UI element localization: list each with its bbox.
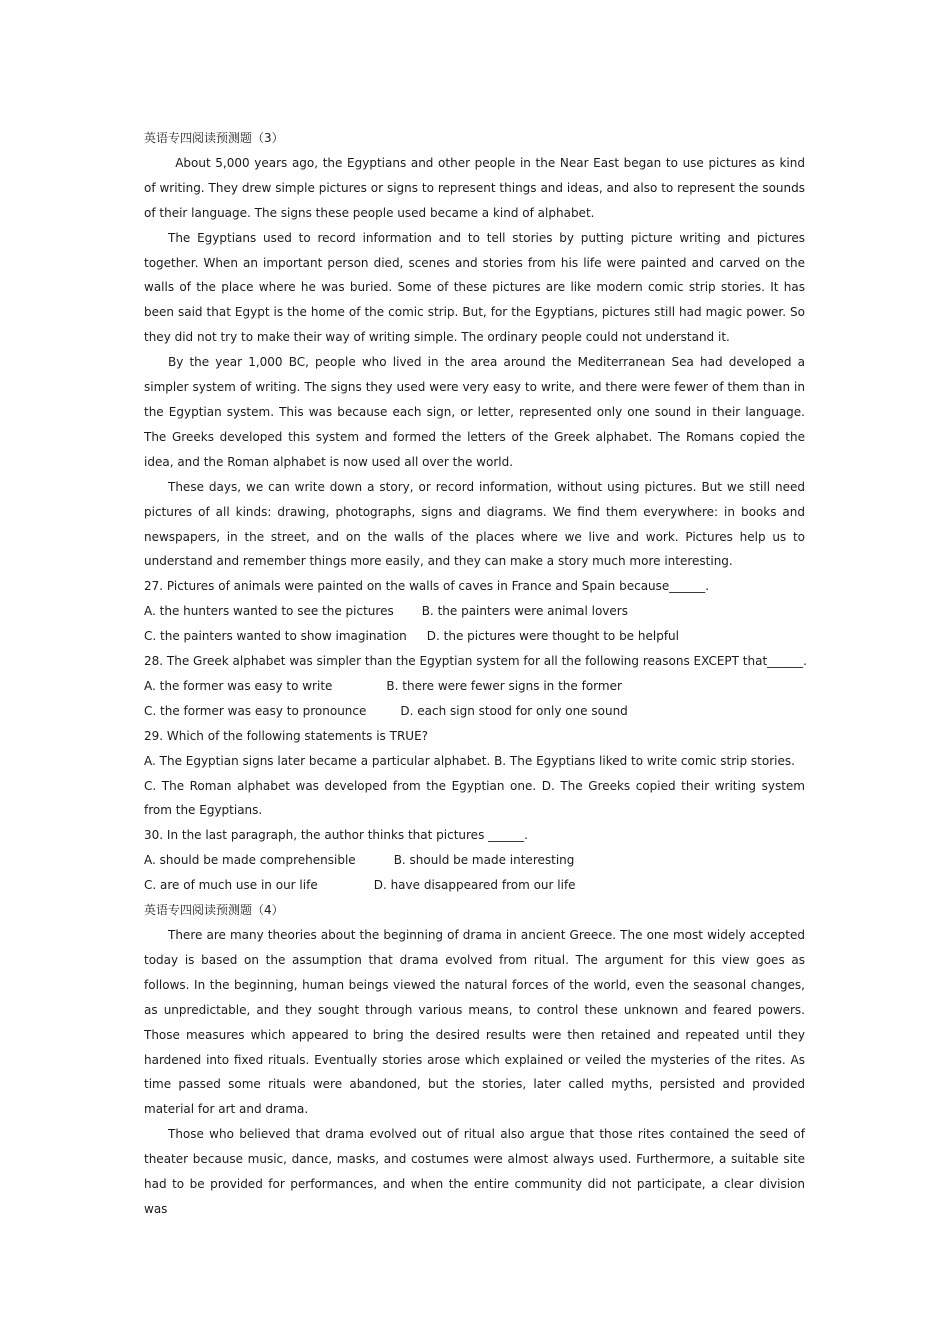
section-3-title: 英语专四阅读预测题（3） — [144, 131, 284, 145]
question-28-options-ab — [144, 674, 805, 699]
section-3-paragraph-4: These days, we can write down a story, or record information, without using pictures. But we still need pictures of all kinds: drawing, photographs, signs and diagrams. We find them everywhere: in books and newspapers, in the street, and on the walls of the places where we live and work. Pictures help us to understand and remember things more easily, and they can make a story much more interesting. — [144, 479, 805, 569]
question-30-option-b: B. should be made interesting — [393, 853, 575, 868]
question-30-option-c: C. are of much use in our life — [144, 878, 318, 893]
question-27-options-cd — [144, 624, 805, 649]
question-28-options-cd — [144, 699, 805, 724]
section-3-paragraph-2: The Egyptians used to record information and to tell stories by putting picture writing and pictures together. When an important person died, scenes and stories from his life were painted and carved on the walls of the place where he was buried. Some of these pictures are like modern comic strip stories. It has been said that Egypt is the home of the comic strip. But, for the Egyptians, pictures still had magic power. So they did not try to make their way of writing simple. The ordinary people could not understand it. — [144, 230, 805, 345]
question-30-options-cd — [144, 873, 805, 898]
section-4-paragraph-1: There are many theories about the beginning of drama in ancient Greece. The one most widely accepted today is based on the assumption that drama evolved from ritual. The argument for this view goes as follows. In the beginning, human beings viewed the natural forces of the world, even the seasonal changes, as unpredictable, and they sought through various means, to control these unknown and feared powers. Those measures which appeared to bring the desired results were then retained and repeated until they hardened into fixed rituals. Eventually stories arose which explained or veiled the mysteries of the rites. As time passed some rituals were abandoned, but the stories, later called myths, persisted and provided material for art and drama. — [144, 928, 805, 1117]
question-30-option-a: A. should be made comprehensible — [144, 853, 356, 868]
question-28-option-c: C. the former was easy to pronounce — [144, 703, 367, 718]
question-28-option-b: B. there were fewer signs in the former — [386, 678, 622, 693]
section-4-title: 英语专四阅读预测题（4） — [144, 903, 284, 918]
section-3-paragraph-1: About 5,000 years ago, the Egyptians and other people in the Near East began to use pictures as kind of writing. They drew simple pictures or signs to represent things and ideas, and also to represent the sounds of their language. The signs these people used became a kind of alphabet. — [144, 155, 805, 220]
question-29-options-ab: A. The Egyptian signs later became a particular alphabet. B. The Egyptians liked to write comic strip stories. — [144, 753, 795, 768]
question-30-options-ab — [144, 848, 805, 873]
question-27-option-d: D. the pictures were thought to be helpful — [426, 629, 679, 644]
section-4-paragraph-2: Those who believed that drama evolved out of ritual also argue that those rites contained the seed of theater because music, dance, masks, and costumes were almost always used. Furthermore, a suitable site had to be provided for performances, and when the entire community did not participate, a clear division was — [144, 1127, 805, 1216]
question-27-option-c: C. the painters wanted to show imagination — [144, 629, 407, 644]
question-28-option-d: D. each sign stood for only one sound — [400, 703, 628, 718]
question-27-option-b: B. the painters were animal lovers — [421, 604, 628, 619]
question-29-stem: 29. Which of the following statements is TRUE? — [144, 728, 429, 743]
question-28-stem: 28. The Greek alphabet was simpler than the Egyptian system for all the following reasons EXCEPT that______. — [144, 654, 807, 669]
question-30-option-d: D. have disappeared from our life — [373, 878, 576, 893]
document-page — [144, 126, 805, 1222]
question-28-option-a: A. the former was easy to write — [144, 678, 333, 693]
question-30-stem: 30. In the last paragraph, the author thinks that pictures ______. — [144, 828, 528, 843]
question-27-options-ab — [144, 599, 805, 624]
question-27-option-a: A. the hunters wanted to see the pictures — [144, 604, 394, 619]
question-29-options-cd: C. The Roman alphabet was developed from the Egyptian one. D. The Greeks copied their writing system from the Egyptians. — [144, 778, 805, 818]
section-3-paragraph-3: By the year 1,000 BC, people who lived in the area around the Mediterranean Sea had developed a simpler system of writing. The signs they used were very easy to write, and there were fewer of them than in the Egyptian system. This was because each sign, or letter, represented only one sound in their language. The Greeks developed this system and formed the letters of the Greek alphabet. The Romans copied the idea, and the Roman alphabet is now used all over the world. — [144, 355, 805, 469]
question-27-stem: 27. Pictures of animals were painted on the walls of caves in France and Spain because______. — [144, 579, 710, 594]
